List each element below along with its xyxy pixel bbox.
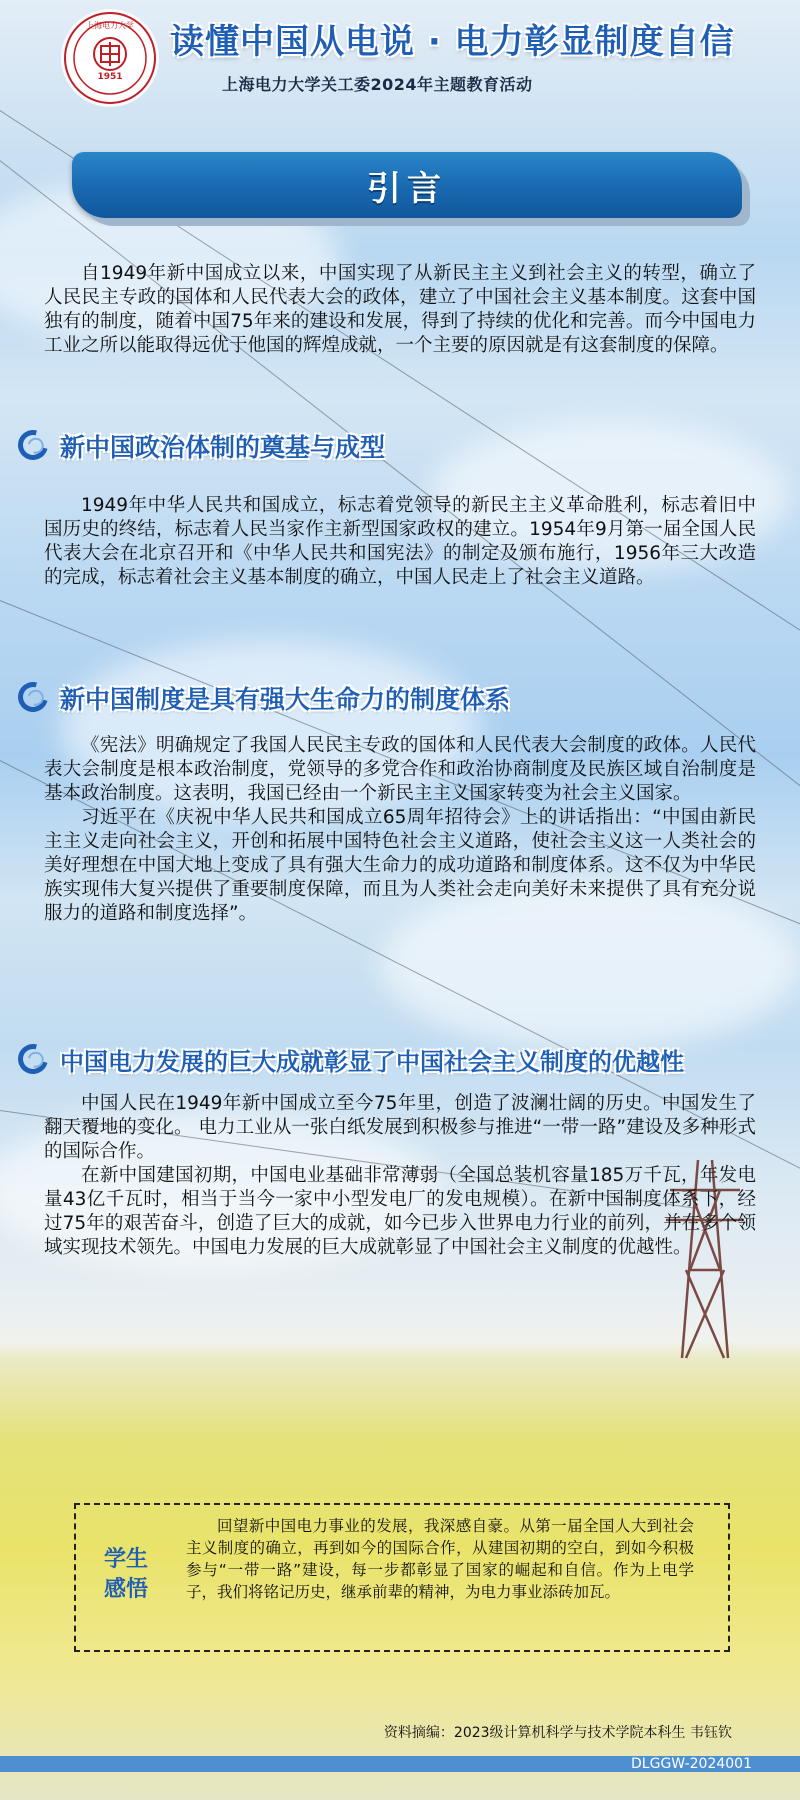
section-paragraph: 1949年中华人民共和国成立，标志着党领导的新民主主义革命胜利，标志着旧中国历史的终结，标志着人民当家作主新型国家政权的建立。1954年9月第一届全国人民代表大会在北京召开和《中华人民共和国宪法》的制定及颁布施行，1956年三大改造的完成，标志着社会主义基本制度的确立，中国人民走上了社会主义道路。 xyxy=(44,495,756,588)
reflection-label xyxy=(98,1545,154,1605)
intro-paragraph xyxy=(44,262,756,358)
document-code: DLGGW-2024001 xyxy=(631,1756,752,1772)
source-credit: 资料摘编：2023级计算机科学与技术学院本科生 韦钰钦 xyxy=(383,1725,732,1741)
section-title: 中国电力发展的巨大成就彰显了中国社会主义制度的优越性 xyxy=(60,1048,684,1076)
section-paragraph: 中国人民在1949年新中国成立至今75年里，创造了波澜壮阔的历史。中国发生了翻天覆地的变化。 电力工业从一张白纸发展到积极参与推进“一带一路”建设及多种形式的国际合作。 xyxy=(44,1093,756,1162)
logo-text: 上海电力大学 xyxy=(86,21,134,30)
page-title: 读懂中国从电说 · 电力彰显制度自信 xyxy=(170,22,735,62)
reflection-label-line: 学生 xyxy=(103,1547,148,1572)
section-body xyxy=(44,734,756,926)
section-body xyxy=(44,494,756,590)
reflection-label-line: 感悟 xyxy=(103,1577,148,1602)
section-paragraph: 《宪法》明确规定了我国人民民主专政的国体和人民代表大会制度的政体。人民代表大会制度是根本政治制度，党领导的多党合作和政治协商制度及民族区域自治制度是基本政治制度。这表明，我国已经由一个新民主主义国家转变为社会主义国家。 xyxy=(44,735,756,804)
intro-banner-label: 引言 xyxy=(367,168,447,209)
section-body xyxy=(44,1092,756,1260)
intro-text: 自1949年新中国成立以来，中国实现了从新民主主义到社会主义的转型，确立了人民民主专政的国体和人民代表大会的政体，建立了中国社会主义基本制度。这套中国独有的制度，随着中国75年来的建设和发展，得到了持续的优化和完善。而今中国电力工业之所以能取得远优于他国的辉煌成就，一个主要的原因就是有这套制度的保障。 xyxy=(44,263,756,356)
page-subtitle: 上海电力大学关工委2024年主题教育活动 xyxy=(222,75,533,94)
section-paragraph: 习近平在《庆祝中华人民共和国成立65周年招待会》上的讲话指出：“中国由新民主主义走向社会主义，开创和拓展中国特色社会主义道路，使社会主义这一人类社会的美好理想在中国大地上变成了具有强大生命力的成功道路和制度体系。这不仅为中华民族实现伟大复兴提供了重要制度保障，而且为人类社会走向美好未来提供了具有充分说服力的道路和制度选择”。 xyxy=(44,807,756,924)
reflection-text: 回望新中国电力事业的发展，我深感自豪。从第一届全国人大到社会主义制度的确立，再到如今的国际合作，从建国初期的空白，到如今积极参与“一带一路”建设，每一步都彰显了国家的崛起和自信。作为上电学子，我们将铭记历史，继承前辈的精神，为电力事业添砖加瓦。 xyxy=(186,1517,694,1601)
section-title: 新中国制度是具有强大生命力的制度体系 xyxy=(60,685,511,714)
logo-year: 1951 xyxy=(97,72,123,82)
intro-banner xyxy=(72,152,742,218)
university-logo xyxy=(64,12,156,104)
section-paragraph: 在新中国建国初期，中国电业基础非常薄弱（全国总装机容量185万千瓦，年发电量43亿千瓦时，相当于当今一家中小型发电厂的发电规模）。在新中国制度体系下，经过75年的艰苦奋斗，创造了巨大的成就，如今已步入世界电力行业的前列，并在多个领域实现技术领先。中国电力发展的巨大成就彰显了中国社会主义制度的优越性。 xyxy=(44,1165,756,1258)
section-title: 新中国政治体制的奠基与成型 xyxy=(60,433,386,462)
student-reflection-box xyxy=(74,1503,730,1652)
